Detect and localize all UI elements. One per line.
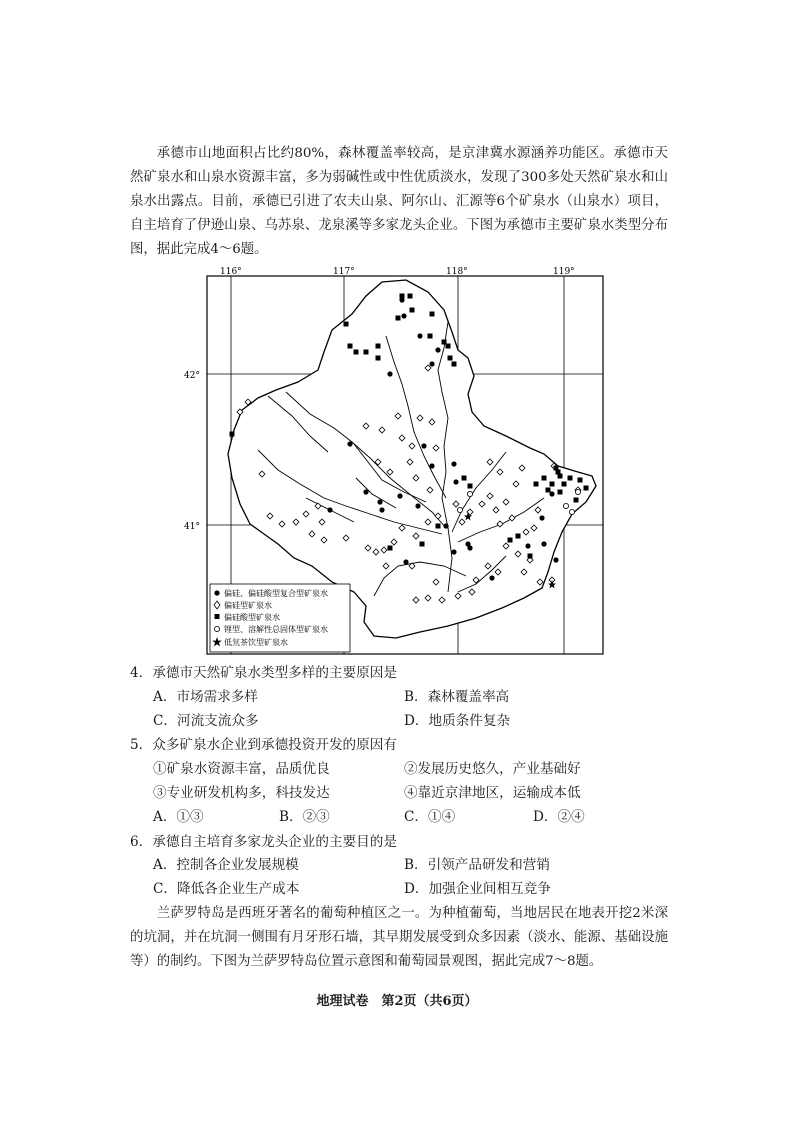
filled-circle-marker [415, 503, 420, 508]
q5-item-3: ③专业研发机构多，科技发达 [153, 785, 330, 801]
filled-circle-marker [451, 461, 456, 466]
square-marker [554, 466, 559, 471]
hollow-circle-marker [467, 491, 472, 496]
q4-option-d: D．地质条件复杂 [404, 713, 511, 729]
filled-circle-marker [539, 515, 544, 520]
square-marker [344, 322, 349, 327]
square-marker [388, 546, 393, 551]
filled-circle-marker [347, 441, 352, 446]
mineral-water-map [184, 266, 606, 658]
square-marker [420, 542, 425, 547]
filled-circle-marker [435, 347, 440, 352]
filled-circle-marker [403, 559, 408, 564]
filled-circle-marker [451, 549, 456, 554]
q4-option-c: C．河流支流众多 [153, 713, 259, 729]
filled-circle-marker [363, 489, 368, 494]
q5-option-b: B．②③ [279, 809, 330, 825]
q5-option-a: A．①③ [153, 809, 204, 825]
hollow-circle-marker [569, 509, 574, 514]
square-marker [408, 294, 413, 299]
square-marker [400, 294, 405, 299]
q5-item-4: ④靠近京津地区，运输成本低 [404, 785, 581, 801]
filled-circle-marker [541, 541, 546, 546]
filled-circle-marker [443, 523, 448, 528]
hollow-circle-marker [575, 489, 580, 494]
lon-label-117: 117° [333, 267, 355, 277]
filled-circle-marker [327, 507, 332, 512]
filled-circle-marker [397, 493, 402, 498]
square-marker [436, 524, 441, 529]
legend-filled-circle-icon [214, 590, 219, 595]
square-marker [396, 316, 401, 321]
filled-circle-marker [525, 543, 530, 548]
lat-label-41: 41° [184, 522, 200, 532]
filled-circle-marker [489, 575, 494, 580]
square-marker [410, 308, 415, 313]
intro-paragraph-2 [130, 902, 668, 974]
legend-filled-square-icon [215, 614, 220, 619]
legend [210, 584, 350, 652]
filled-circle-marker [429, 463, 434, 468]
filled-circle-marker [553, 557, 558, 562]
square-marker [542, 476, 547, 481]
filled-circle-marker [465, 541, 470, 546]
square-marker [376, 356, 381, 361]
intro-text-2: 兰萨罗特岛是西班牙著名的葡萄种植区之一。为种植葡萄，当地居民在地表开挖2米深的坑洞，并在坑洞一侧围有月牙形石墙，其早期发展受到众多因素（淡水、能源、基础设施等）的制约。下图为兰萨罗特岛位置示意图和葡萄园景观图，据此完成7～8题。 [130, 906, 668, 969]
square-marker [452, 362, 457, 367]
square-marker [516, 534, 521, 539]
lon-label-119: 119° [553, 267, 575, 277]
question-6-stem: 6．承德自主培育多家龙头企业的主要目的是 [130, 834, 397, 850]
square-marker [230, 432, 235, 437]
filled-circle-marker [377, 499, 382, 504]
legend-label-4: 锂型、溶解性总固体型矿泉水 [224, 625, 328, 634]
legend-label-3: 偏硅酸型矿泉水 [224, 613, 280, 622]
q5-option-d: D．②④ [533, 809, 585, 825]
square-marker [508, 538, 513, 543]
lon-label-118: 118° [446, 267, 468, 277]
legend-label-1: 偏硅、偏硅酸型复合型矿泉水 [224, 589, 328, 598]
q5-option-c: C．①④ [404, 809, 456, 825]
square-marker [546, 488, 551, 493]
square-marker [468, 484, 473, 489]
square-marker [568, 476, 573, 481]
legend-label-2: 偏硅型矿泉水 [224, 601, 272, 610]
square-marker [430, 312, 435, 317]
filled-circle-marker [421, 443, 426, 448]
map-figure [184, 266, 606, 658]
square-marker [428, 334, 433, 339]
square-marker [574, 498, 579, 503]
square-marker [534, 482, 539, 487]
q6-option-a: A．控制各企业发展规模 [153, 857, 299, 873]
square-marker [550, 482, 555, 487]
q6-option-d: D．加强企业间相互竞争 [404, 881, 551, 897]
legend-hollow-circle-icon [214, 626, 219, 631]
filled-circle-marker [417, 333, 422, 338]
lon-label-116: 116° [220, 267, 242, 277]
q4-option-a: A．市场需求多样 [153, 689, 258, 705]
question-4-stem: 4．承德市天然矿泉水类型多样的主要原因是 [130, 665, 397, 681]
lat-label-42: 42° [184, 371, 200, 381]
square-marker [376, 344, 381, 349]
intro-text-1: 承德市山地面积占比约80%，森林覆盖率较高，是京津冀水源涵养功能区。承德市天然矿泉水和山泉水资源丰富，多为弱碱性或中性优质淡水，发现了300多处天然矿泉水和山泉水出露点。目前，承德已引进了农夫山泉、阿尔山、汇源等6个矿泉水（山泉水）项目，自主培育了伊逊山泉、乌苏泉、龙泉溪等多家龙头企业。下图为承德市主要矿泉水类型分布图，据此完成4～6题。 [130, 146, 668, 257]
q5-item-2: ②发展历史悠久，产业基础好 [404, 761, 581, 777]
square-marker [446, 344, 451, 349]
square-marker [584, 486, 589, 491]
square-marker [364, 350, 369, 355]
square-marker [528, 554, 533, 559]
q6-option-c: C．降低各企业生产成本 [153, 881, 300, 897]
q6-option-b: B．引领产品研发和营销 [404, 857, 550, 873]
square-marker [462, 476, 467, 481]
hollow-circle-marker [457, 507, 462, 512]
intro-paragraph-1 [130, 142, 668, 262]
square-marker [558, 490, 563, 495]
page-footer: 地理试卷 第2页（共6页） [316, 994, 478, 1009]
filled-circle-marker [453, 479, 458, 484]
filled-circle-marker [387, 371, 392, 376]
question-5-stem: 5．众多矿泉水企业到承德投资开发的原因有 [130, 737, 397, 753]
legend-label-5: 低氘茶饮型矿泉水 [224, 638, 288, 647]
square-marker [578, 478, 583, 483]
square-marker [354, 350, 359, 355]
q5-item-1: ①矿泉水资源丰富，品质优良 [153, 761, 330, 777]
q4-option-b: B．森林覆盖率高 [404, 689, 510, 705]
square-marker [448, 356, 453, 361]
filled-circle-marker [401, 313, 406, 318]
hollow-circle-marker [563, 503, 568, 508]
filled-circle-marker [429, 361, 434, 366]
filled-circle-marker [379, 507, 384, 512]
square-marker [348, 344, 353, 349]
square-marker [562, 482, 567, 487]
